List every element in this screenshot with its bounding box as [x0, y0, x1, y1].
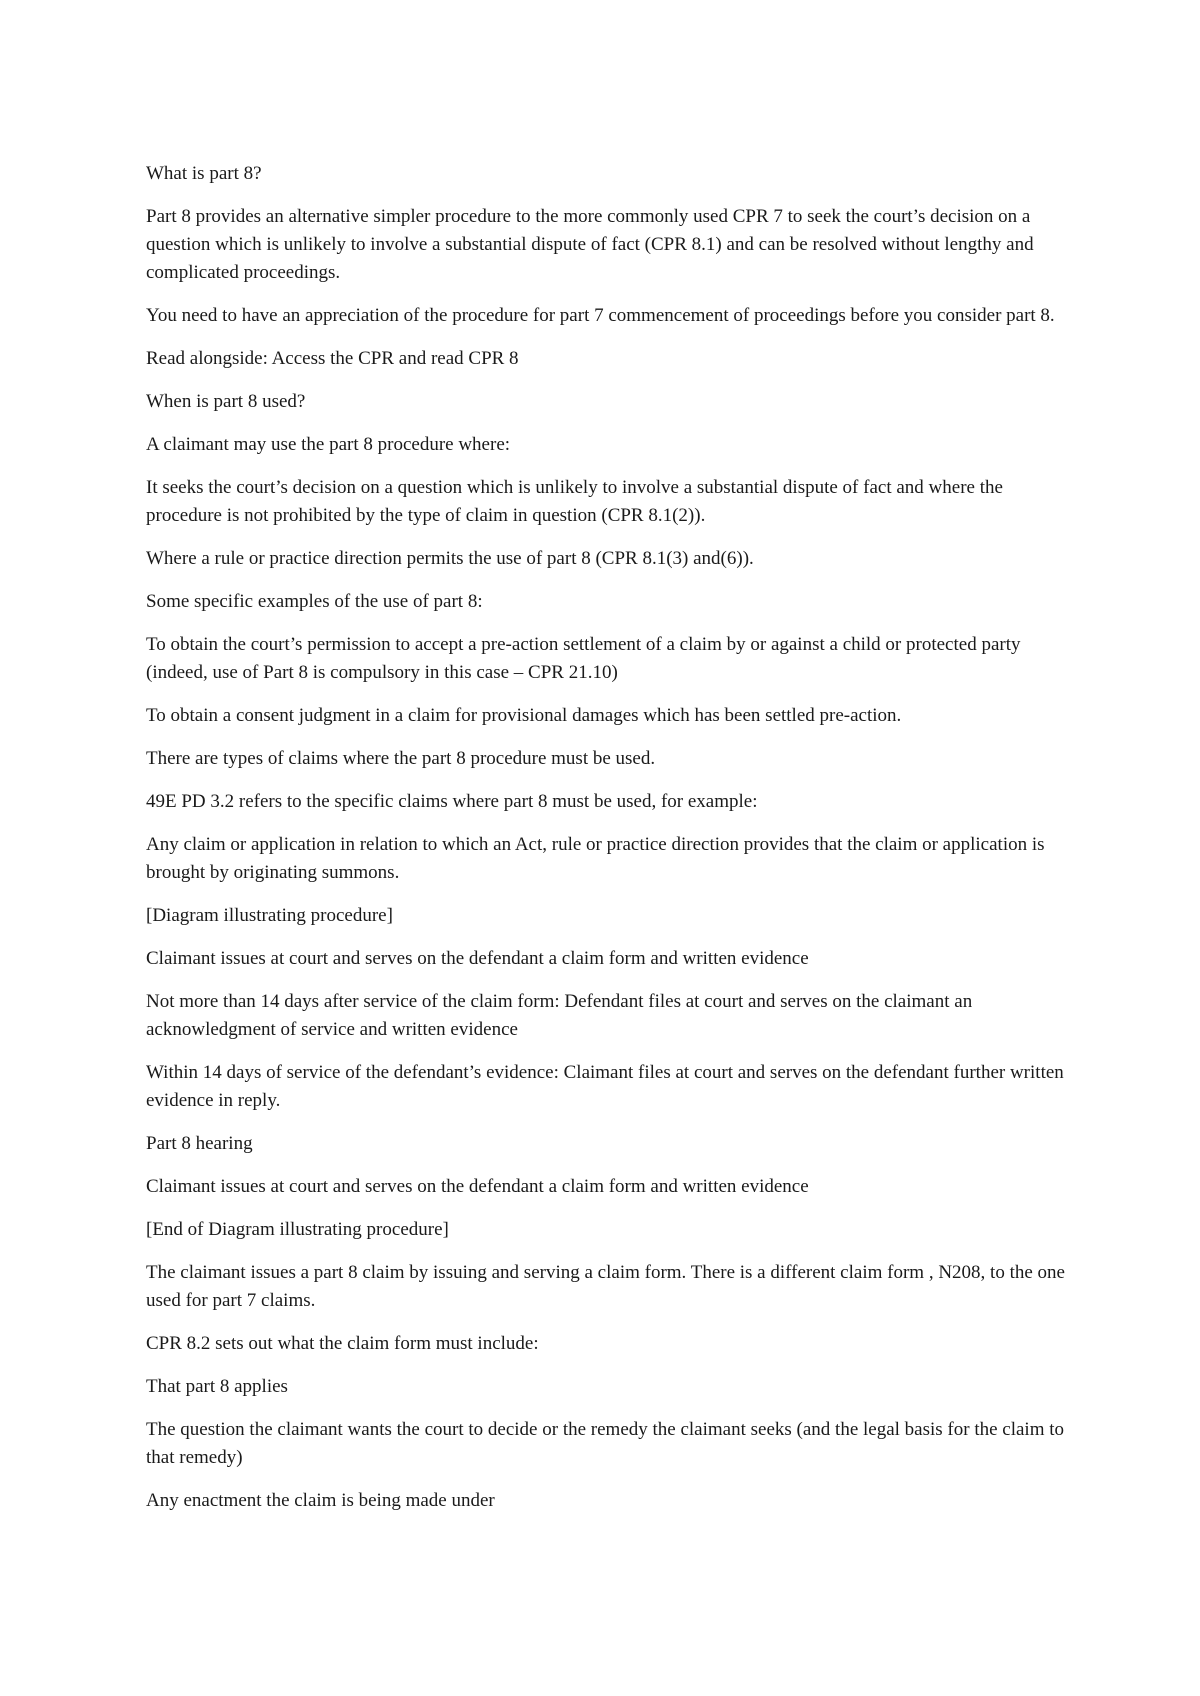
paragraph: 49E PD 3.2 refers to the specific claims where part 8 must be used, for example:	[146, 791, 758, 812]
diagram-step: Not more than 14 days after service of the claim form: Defendant files at court and serves on the claimant an acknowledgment of service and written evidence	[146, 991, 973, 1040]
paragraph: Any claim or application in relation to which an Act, rule or practice direction provides that the claim or application is brought by originating summons.	[146, 834, 1045, 883]
diagram-step: Claimant issues at court and serves on the defendant a claim form and written evidence	[146, 948, 809, 969]
paragraph: The question the claimant wants the court to decide or the remedy the claimant seeks (and the legal basis for the claim to that remedy)	[146, 1419, 1065, 1468]
paragraph: To obtain the court’s permission to accept a pre-action settlement of a claim by or against a child or protected party (indeed, use of Part 8 is compulsory in this case – CPR 21.10)	[146, 634, 1021, 683]
diagram-step: Within 14 days of service of the defendant’s evidence: Claimant files at court and serves on the defendant further written evidence in reply.	[146, 1062, 1064, 1111]
document-body	[146, 160, 1076, 1530]
heading-what-is-part-8: What is part 8?	[146, 163, 262, 184]
diagram-start-marker: [Diagram illustrating procedure]	[146, 905, 393, 926]
paragraph: Where a rule or practice direction permits the use of part 8 (CPR 8.1(3) and(6)).	[146, 548, 754, 569]
paragraph: You need to have an appreciation of the procedure for part 7 commencement of proceedings before you consider part 8.	[146, 305, 1055, 326]
paragraph: Any enactment the claim is being made under	[146, 1490, 495, 1511]
paragraph: To obtain a consent judgment in a claim for provisional damages which has been settled pre-action.	[146, 705, 902, 726]
paragraph: There are types of claims where the part 8 procedure must be used.	[146, 748, 656, 769]
paragraph: Some specific examples of the use of part 8:	[146, 591, 483, 612]
heading-when-is-part-8-used: When is part 8 used?	[146, 391, 306, 412]
paragraph: A claimant may use the part 8 procedure where:	[146, 434, 511, 455]
paragraph: Part 8 provides an alternative simpler procedure to the more commonly used CPR 7 to seek the court’s decision on a question which is unlikely to involve a substantial dispute of fact (CPR 8.1) and can be resolved without lengthy and complicated proceedings.	[146, 206, 1034, 283]
paragraph: CPR 8.2 sets out what the claim form must include:	[146, 1333, 539, 1354]
paragraph: It seeks the court’s decision on a question which is unlikely to involve a substantial dispute of fact and where the procedure is not prohibited by the type of claim in question (CPR 8.1(2)).	[146, 477, 1003, 526]
diagram-step: Claimant issues at court and serves on the defendant a claim form and written evidence	[146, 1176, 809, 1197]
paragraph: That part 8 applies	[146, 1376, 288, 1397]
paragraph: The claimant issues a part 8 claim by issuing and serving a claim form. There is a different claim form , N208, to the one used for part 7 claims.	[146, 1262, 1065, 1311]
diagram-end-marker: [End of Diagram illustrating procedure]	[146, 1219, 449, 1240]
paragraph: Read alongside: Access the CPR and read CPR 8	[146, 348, 519, 369]
diagram-step: Part 8 hearing	[146, 1133, 253, 1154]
